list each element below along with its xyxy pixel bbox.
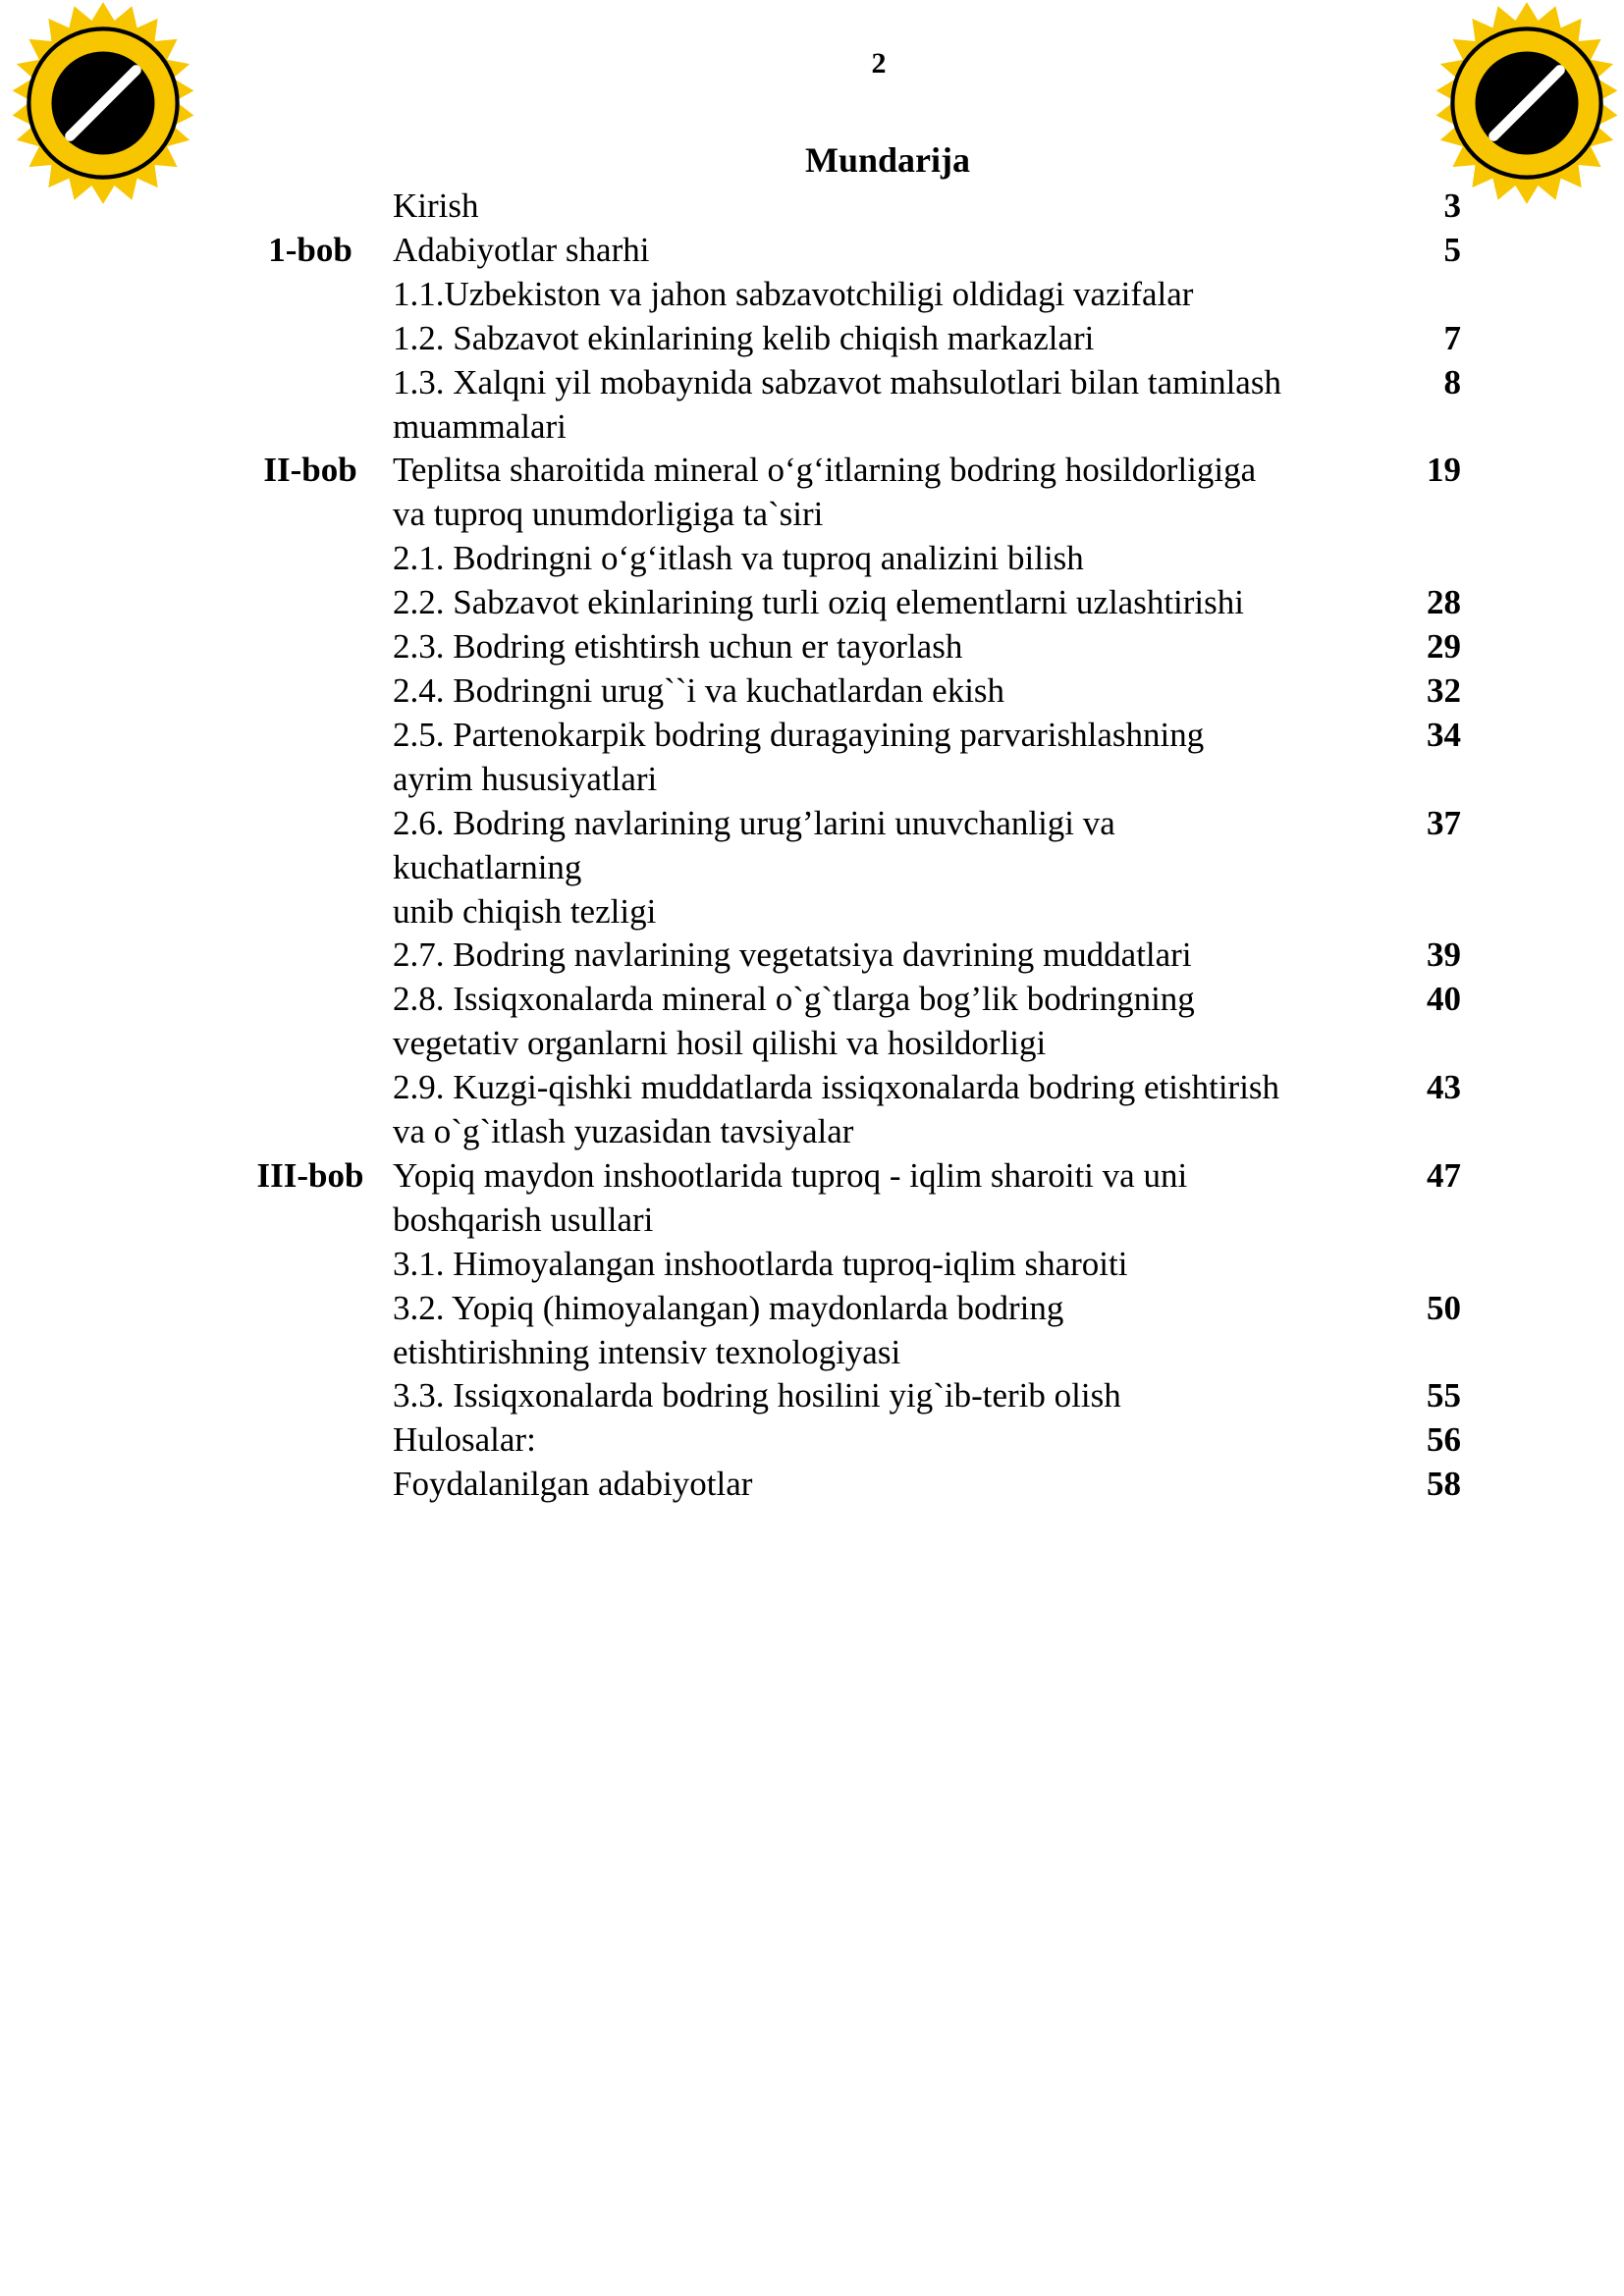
- toc-page-number: 58: [1427, 1465, 1461, 1504]
- toc-page-number: 43: [1427, 1068, 1461, 1107]
- toc-entry: [228, 1243, 1475, 1287]
- toc-page-number: 28: [1427, 583, 1461, 622]
- toc-entry-title: Yopiq maydon inshootlarida tuproq - iqlim sharoiti va uni boshqarish usullari: [393, 1155, 1188, 1239]
- toc-entry-title: Foydalanilgan adabiyotlar: [393, 1465, 753, 1504]
- toc-entry: [228, 669, 1475, 714]
- toc-entry-title: 2.6. Bodring navlarining urug’larini unuvchanligi va kuchatlarning unib chiqish tezligi: [393, 803, 1115, 931]
- toc-page-number: 37: [1427, 803, 1461, 842]
- toc-entry: [228, 449, 1475, 537]
- toc-entry-title: 3.1. Himoyalangan inshootlarda tuproq-iqlim sharoiti: [393, 1244, 1128, 1283]
- toc-page-number: 8: [1443, 362, 1461, 401]
- toc-chapter-label: II-bob: [263, 451, 357, 490]
- toc-page-number: 34: [1427, 715, 1461, 754]
- toc-entry-title: 2.8. Issiqxonalarda mineral o`g`tlarga bog’lik bodringning vegetativ organlarni hosil qilishi va hosildorligi: [393, 980, 1195, 1063]
- toc-entry: [228, 273, 1475, 317]
- toc-entry: [228, 1374, 1475, 1418]
- toc-page-number: 40: [1427, 980, 1461, 1019]
- toc-page-number: 56: [1427, 1420, 1461, 1460]
- toc-entry: [228, 802, 1475, 934]
- toc-entry-title: 2.9. Kuzgi-qishki muddatlarda issiqxonalarda bodring etishtirish va o`g`itlash yuzasidan tavsiyalar: [393, 1068, 1280, 1151]
- toc-entry-title: Adabiyotlar sharhi: [393, 230, 650, 269]
- toc-entry: [228, 1418, 1475, 1463]
- page-number: 2: [871, 47, 887, 80]
- toc-page-number: 3: [1443, 187, 1461, 225]
- toc-entry: [228, 934, 1475, 978]
- toc-entry: [228, 1154, 1475, 1243]
- toc-entry: [228, 581, 1475, 625]
- toc-entry-title: 1.1.Uzbekiston va jahon sabzavotchiligi oldidagi vazifalar: [393, 274, 1194, 313]
- table-of-contents: [228, 185, 1475, 1507]
- page-title: Mundarija: [804, 140, 970, 180]
- toc-entry: [228, 1066, 1475, 1154]
- toc-page-number: 29: [1427, 627, 1461, 667]
- toc-entry-title: 3.2. Yopiq (himoyalangan) maydonlarda bodring etishtirishning intensiv texnologiyasi: [393, 1288, 1064, 1371]
- toc-entry: [228, 1463, 1475, 1507]
- toc-entry: [228, 978, 1475, 1066]
- toc-entry: [228, 229, 1475, 273]
- toc-entry-title: 3.3. Issiqxonalarda bodring hosilini yig`ib-terib olish: [393, 1376, 1121, 1415]
- toc-entry-title: 1.3. Xalqni yil mobaynida sabzavot mahsulotlari bilan taminlash muammalari: [393, 362, 1281, 446]
- toc-page-number: 55: [1427, 1376, 1461, 1415]
- toc-entry-title: 2.1. Bodringni o‘g‘itlash va tuproq analizini bilish: [393, 539, 1084, 578]
- toc-entry-title: 2.5. Partenokarpik bodring duragayining parvarishlashning ayrim hususiyatlari: [393, 715, 1205, 798]
- toc-entry: [228, 185, 1475, 229]
- toc-entry-title: 2.2. Sabzavot ekinlarining turli oziq elementlarni uzlashtirishi: [393, 583, 1245, 622]
- toc-page-number: 7: [1443, 318, 1461, 357]
- toc-entry: [228, 537, 1475, 581]
- toc-page-number: 5: [1443, 230, 1461, 269]
- toc-page-number: 50: [1427, 1288, 1461, 1327]
- toc-entry: [228, 625, 1475, 669]
- toc-entry-title: 2.4. Bodringni urug``i va kuchatlardan ekish: [393, 670, 1005, 710]
- toc-page-number: 47: [1427, 1155, 1461, 1195]
- toc-entry-title: Kirish: [393, 187, 479, 225]
- toc-page-number: 32: [1427, 670, 1461, 710]
- toc-page-number: 19: [1427, 451, 1461, 490]
- toc-entry: [228, 361, 1475, 450]
- toc-entry-title: Teplitsa sharoitida mineral o‘g‘itlarning bodring hosildorligiga va tuproq unumdorligiga ta`siri: [393, 451, 1257, 534]
- toc-entry-title: 2.3. Bodring etishtirsh uchun er tayorlash: [393, 627, 963, 667]
- toc-entry: [228, 317, 1475, 361]
- toc-entry: [228, 1287, 1475, 1375]
- toc-page-number: 39: [1427, 935, 1461, 975]
- toc-entry: [228, 714, 1475, 802]
- toc-entry-title: Hulosalar:: [393, 1420, 536, 1460]
- toc-chapter-label: 1-bob: [268, 230, 352, 269]
- toc-chapter-label: III-bob: [256, 1155, 364, 1195]
- toc-entry-title: 2.7. Bodring navlarining vegetatsiya davrining muddatlari: [393, 935, 1192, 975]
- toc-entry-title: 1.2. Sabzavot ekinlarining kelib chiqish markazlari: [393, 318, 1095, 357]
